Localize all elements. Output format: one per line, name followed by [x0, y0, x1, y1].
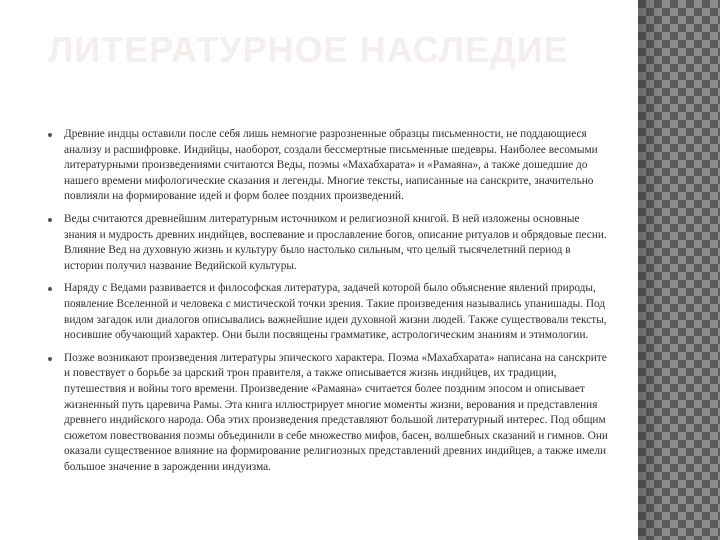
bullet-text: Позже возникают произведения литературы эпического характера. Поэма «Махабхарата» написана на санскрите и повествует о борьбе за царский трон правителя, а также описывается жизнь индийцев, их традиции, путешествия и войны того времени. Произведение «Рамаяна» считается более поздним эпосом и описывает жизненный путь царевича Рамы. Эта книга иллюстрирует многие моменты жизни, верования и представления древнего индийского народа. Оба этих произведения представляют большой литературный интерес. Под общим сюжетом повествования поэмы объединили в себе множество мифов, басен, волшебных сказаний и гимнов. Они оказали существенное влияние на формирование религиозных представлений древних индийцев, а также имели большое значение в зарождении индуизма. — [64, 351, 608, 473]
decorative-pattern-strip — [638, 0, 720, 540]
bullet-item — [48, 351, 608, 476]
bullet-item — [48, 212, 608, 274]
bullet-dot-icon — [48, 218, 52, 222]
bullet-item — [48, 127, 608, 205]
bullet-text: Древние индцы оставили после себя лишь немногие разрозненные образцы письменности, не поддающиеся анализу и расшифровке. Индийцы, наоборот, создали бессмертные письменные шедевры. Наиболее весомыми литературными произведениями считаются Веды, поэмы «Махабхарата» и «Рамаяна», а также дошедшие до нашего времени мифологические сказания и легенды. Многие тексты, написанные на санскрите, значительно повлияли на формирование идей и форм более поздних произведений. — [64, 128, 598, 203]
bullet-item — [48, 281, 608, 343]
bullet-list — [48, 127, 608, 482]
slide-title: ЛИТЕРАТУРНОЕ НАСЛЕДИЕ — [48, 29, 569, 70]
bullet-text: Веды считаются древнейшим литературным источником и религиозной книгой. В ней изложены основные знания и мудрость древних индийцев, воспевание и прославление богов, описание ритуалов и обрядовые песни. Влияние Вед на духовную жизнь и культуру было настолько сильным, что целый тысячелетний период в истории получил название Ведийской культуры. — [64, 212, 607, 272]
bullet-dot-icon — [48, 357, 52, 361]
bullet-dot-icon — [48, 287, 52, 291]
pattern-shadow — [638, 0, 720, 540]
bullet-dot-icon — [48, 133, 52, 137]
bullet-text: Наряду с Ведами развивается и философская литература, задачей которой было объяснение явлений природы, появление Вселенной и человека с мистической точки зрения. Такие произведения назывались упанишады. Под видом загадок или диалогов описывались важнейшие идеи духовной жизни людей. Также существовали тексты, носившие обучающий характер. Они были посвящены грамматике, астрологическим знаниям и этимологии. — [64, 282, 607, 342]
